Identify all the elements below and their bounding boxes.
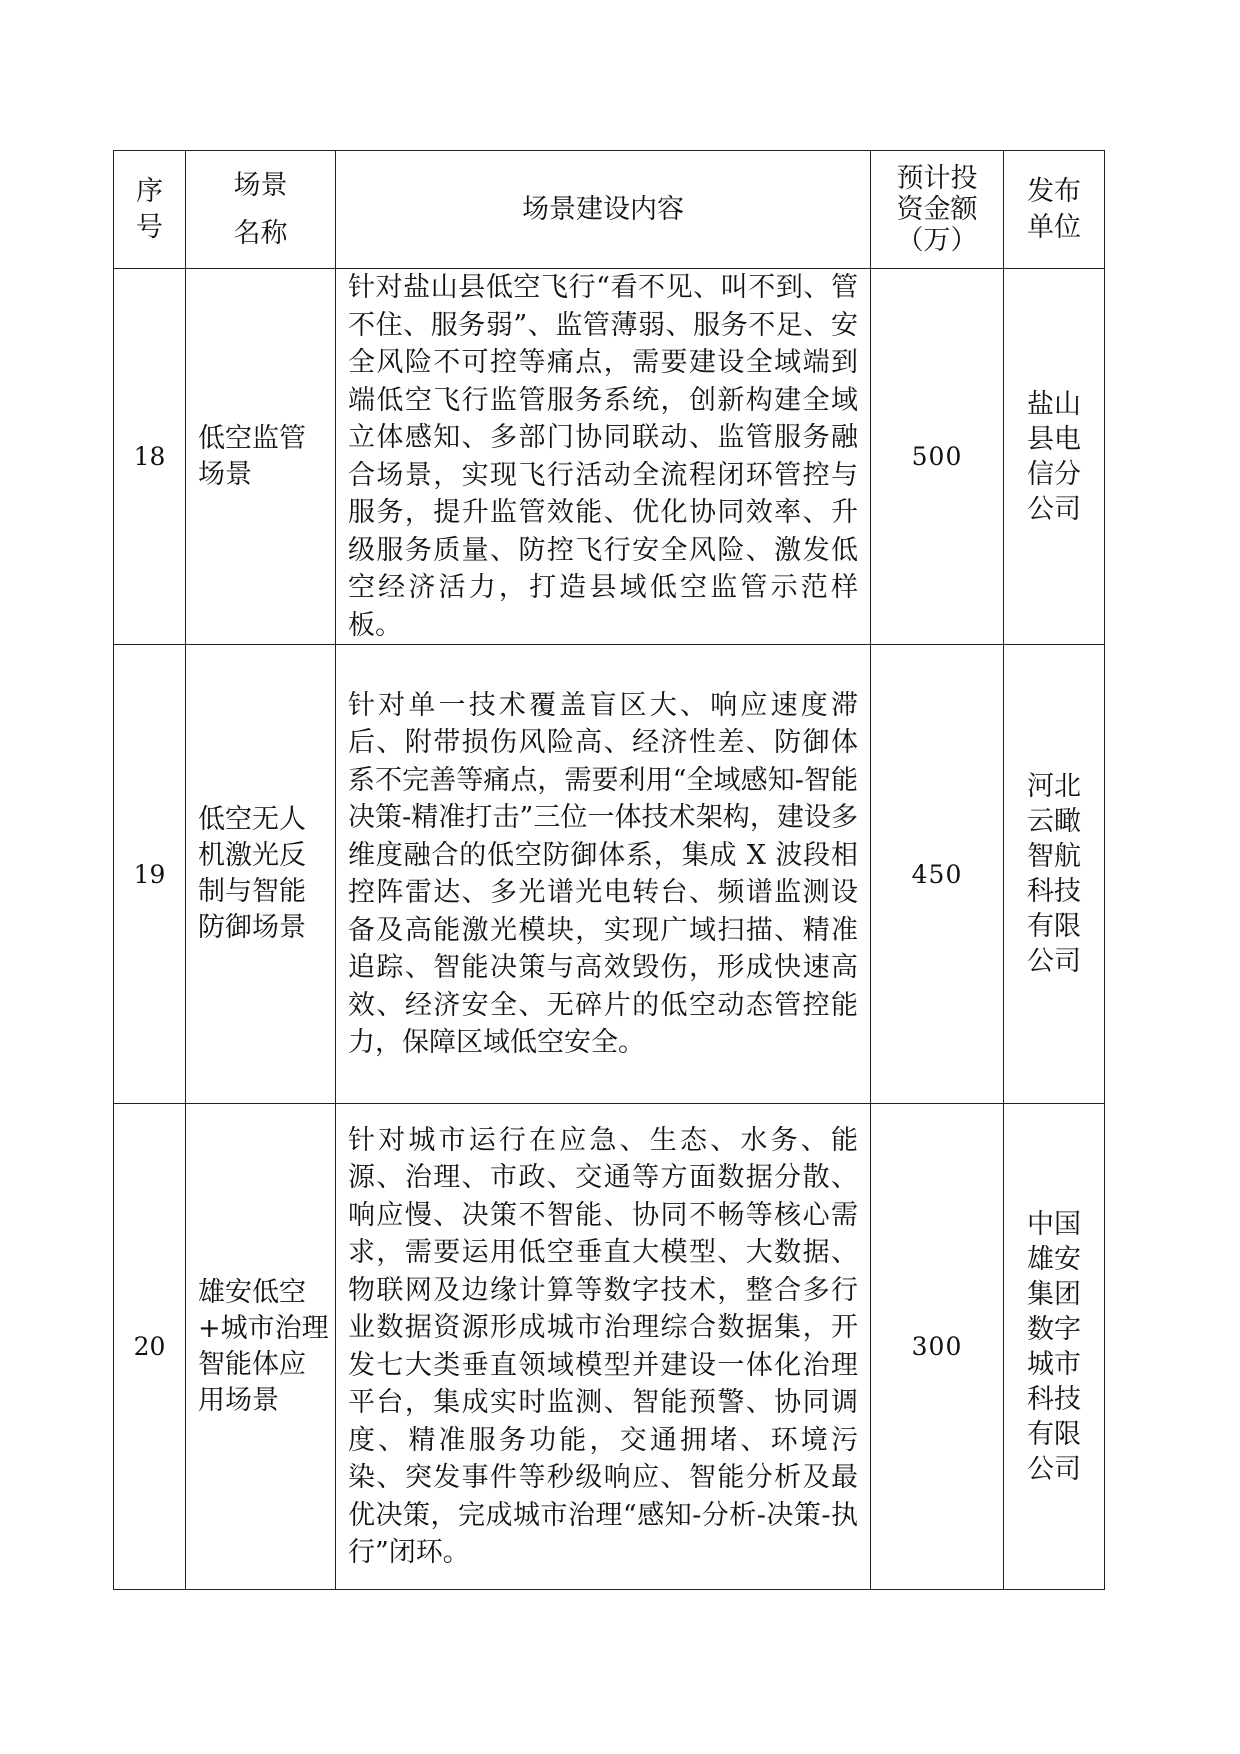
header-publisher xyxy=(1004,151,1105,269)
publisher-line: 云瞰 xyxy=(1027,806,1081,837)
header-seq xyxy=(114,151,186,269)
row-seq: 18 xyxy=(114,269,186,645)
row-scenario-name: 雄安低空+城市治理智能体应用场景 xyxy=(186,1104,336,1590)
header-amount-line: （万） xyxy=(896,225,978,256)
publisher-line: 公司 xyxy=(1027,493,1081,525)
header-name-line: 名称 xyxy=(233,217,288,249)
publisher-line: 集团 xyxy=(1027,1278,1081,1310)
header-amount-line: 预计投 xyxy=(896,163,978,194)
row-publisher xyxy=(1004,269,1105,645)
row-investment-amount: 450 xyxy=(871,645,1004,1104)
publisher-line: 盐山 xyxy=(1027,388,1081,420)
scenario-table xyxy=(113,150,1105,1590)
header-amount-line: 资金额 xyxy=(896,194,978,225)
publisher-line: 信分 xyxy=(1027,458,1081,490)
row-investment-amount: 300 xyxy=(871,1104,1004,1590)
publisher-line: 雄安 xyxy=(1027,1243,1081,1275)
row-scenario-content: 针对单一技术覆盖盲区大、响应速度滞后、附带损伤风险高、经济性差、防御体系不完善等痛点，需要利用“全域感知-智能决策-精准打击”三位一体技术架构，建设多维度融合的低空防御体系，集成 X 波段相控阵雷达、多光谱光电转台、频谱监测设备及高能激光模块，实现广域扫描、精准追踪、智能决策与高效毁伤，形成快速高效、经济安全、无碎片的低空动态管控能力，保障区域低空安全。 xyxy=(336,645,871,1104)
publisher-line: 城市 xyxy=(1027,1348,1081,1380)
table-row xyxy=(114,645,1105,1104)
row-publisher xyxy=(1004,1104,1105,1590)
publisher-line: 智航 xyxy=(1027,841,1081,872)
header-name xyxy=(186,151,336,269)
row-investment-amount: 500 xyxy=(871,269,1004,645)
row-publisher xyxy=(1004,645,1105,1104)
publisher-line: 科技 xyxy=(1027,1383,1081,1415)
row-scenario-name: 低空监管场景 xyxy=(186,269,336,645)
publisher-line: 有限 xyxy=(1027,911,1081,942)
header-publisher-line: 单位 xyxy=(1027,211,1081,243)
table-header-row xyxy=(114,151,1105,269)
publisher-line: 科技 xyxy=(1027,876,1081,907)
row-scenario-name: 低空无人机激光反制与智能防御场景 xyxy=(186,645,336,1104)
publisher-line: 河北 xyxy=(1027,771,1081,802)
header-content-label: 场景建设内容 xyxy=(522,193,684,225)
header-publisher-line: 发布 xyxy=(1027,175,1081,207)
publisher-line: 县电 xyxy=(1027,423,1081,455)
table-row xyxy=(114,269,1105,645)
row-scenario-content: 针对盐山县低空飞行“看不见、叫不到、管不住、服务弱”、监管薄弱、服务不足、安全风险不可控等痛点，需要建设全域端到端低空飞行监管服务系统，创新构建全域立体感知、多部门协同联动、监管服务融合场景，实现飞行活动全流程闭环管控与服务，提升监管效能、优化协同效率、升级服务质量、防控飞行安全风险、激发低空经济活力，打造县域低空监管示范样板。 xyxy=(336,269,871,645)
row-scenario-content: 针对城市运行在应急、生态、水务、能源、治理、市政、交通等方面数据分散、响应慢、决策不智能、协同不畅等核心需求，需要运用低空垂直大模型、大数据、物联网及边缘计算等数字技术，整合多行业数据资源形成城市治理综合数据集，开发七大类垂直领域模型并建设一体化治理平台，集成实时监测、智能预警、协同调度、精准服务功能，交通拥堵、环境污染、突发事件等秒级响应、智能分析及最优决策，完成城市治理“感知-分析-决策-执行”闭环。 xyxy=(336,1104,871,1590)
header-seq-line: 序 xyxy=(136,175,163,207)
publisher-line: 公司 xyxy=(1027,1453,1081,1485)
publisher-line: 公司 xyxy=(1027,946,1081,977)
row-seq: 19 xyxy=(114,645,186,1104)
table-row xyxy=(114,1104,1105,1590)
header-amount xyxy=(871,151,1004,269)
publisher-line: 数字 xyxy=(1027,1313,1081,1345)
header-seq-line: 号 xyxy=(136,211,163,243)
header-content xyxy=(336,151,871,269)
publisher-line: 有限 xyxy=(1027,1418,1081,1450)
row-seq: 20 xyxy=(114,1104,186,1590)
header-name-line: 场景 xyxy=(233,169,288,201)
publisher-line: 中国 xyxy=(1027,1208,1081,1240)
